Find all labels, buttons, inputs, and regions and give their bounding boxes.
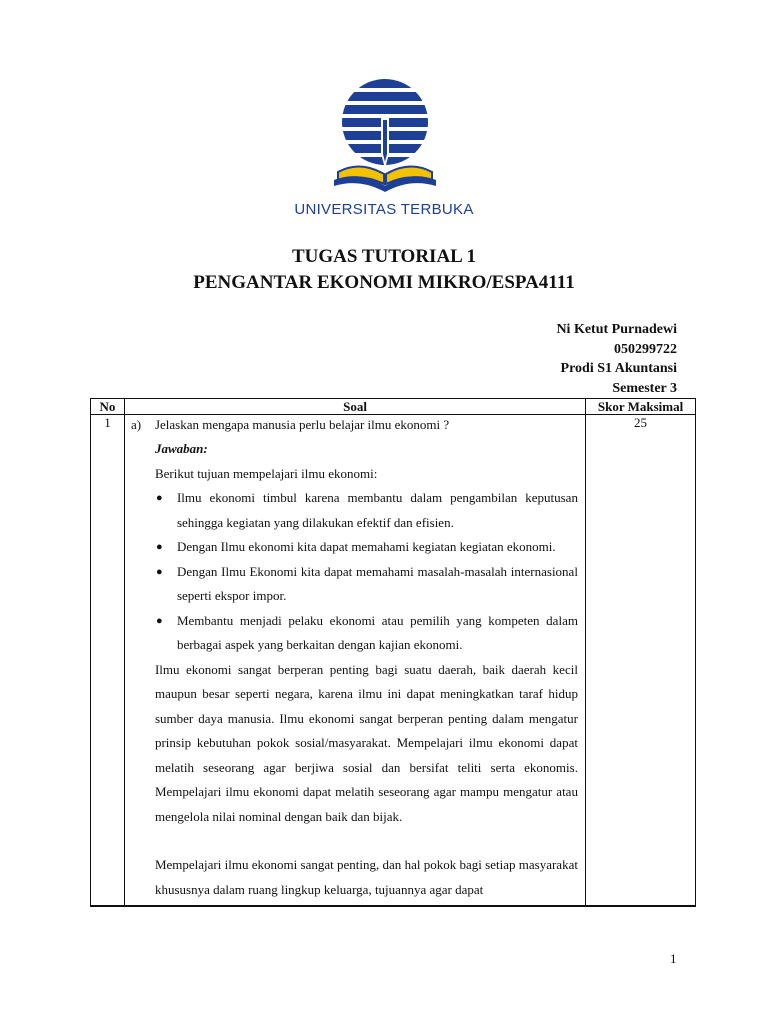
question-cell — [124, 415, 585, 907]
header-no: No — [91, 399, 125, 415]
question-part-label: a) — [130, 417, 142, 432]
student-semester: Semester 3 — [612, 380, 677, 396]
header-skor: Skor Maksimal — [586, 399, 696, 415]
bullet-text: Dengan Ilmu Ekonomi kita dapat memahami masalah-masalah internasional seperti ekspor impor. — [176, 563, 578, 603]
paragraph-spacer — [155, 829, 578, 853]
table-row — [91, 415, 696, 907]
page-number: 1 — [670, 951, 677, 966]
document-title: TUGAS TUTORIAL 1 — [291, 246, 477, 267]
table-header-row — [91, 399, 696, 415]
list-item — [155, 560, 578, 609]
answer-content — [155, 437, 578, 902]
bullet-icon: ● — [155, 492, 163, 504]
bullet-icon: ● — [155, 565, 163, 578]
bullet-text: Ilmu ekonomi timbul karena membantu dalam pengambilan keputusan sehingga kegiatan yang dilakukan efektif dan efisien. — [176, 490, 578, 530]
universitas-terbuka-logo — [330, 76, 440, 196]
bullet-icon: ● — [155, 541, 163, 553]
answer-intro: Berikut tujuan mempelajari ilmu ekonomi: — [154, 465, 378, 481]
course-title: PENGANTAR EKONOMI MIKRO/ESPA4111 — [193, 272, 575, 293]
question-table — [90, 398, 696, 907]
university-name: UNIVERSITAS TERBUKA — [294, 201, 474, 218]
student-info — [556, 320, 677, 398]
list-item — [155, 486, 578, 535]
student-nim: 050299722 — [614, 341, 677, 357]
student-name: Ni Ketut Purnadewi — [556, 322, 677, 337]
student-prodi: Prodi S1 Akuntansi — [560, 361, 677, 376]
question-number: 1 — [91, 415, 125, 907]
answer-paragraph: Ilmu ekonomi sangat berperan penting bagi suatu daerah, baik daerah kecil maupun besar seperti negara, karena ilmu ini dapat meningkatkan taraf hidup sumber daya manusia. Ilmu ekonomi sangat berperan penting dalam mengatur prinsip kebutuhan pokok sosial/masyarakat. Mempelajari ilmu ekonomi dapat melatih seseorang agar berjiwa sosial dan bersifat teliti serta ekonomis. Mempelajari ilmu ekonomi dapat melatih seseorang agar mampu mengatur atau mengelola nilai nominal dengan baik dan bijak. — [154, 661, 578, 824]
bullet-text: Dengan Ilmu ekonomi kita dapat memahami kegiatan kegiatan ekonomi. — [176, 539, 556, 554]
bullet-icon: ● — [155, 614, 163, 627]
max-score: 25 — [586, 415, 696, 907]
answer-label: Jawaban: — [154, 441, 208, 456]
question-text: Jelaskan mengapa manusia perlu belajar ilmu ekonomi ? — [154, 417, 450, 432]
answer-paragraph: Mempelajari ilmu ekonomi sangat penting, dan hal pokok bagi setiap masyarakat khususnya dalam ruang lingkup keluarga, tujuannya agar dapat — [154, 857, 578, 897]
header-soal: Soal — [124, 399, 585, 415]
list-item — [155, 609, 578, 658]
bullet-text: Membantu menjadi pelaku ekonomi atau pemilih yang kompeten dalam berbagai aspek yang berkaitan dengan kajian ekonomi. — [176, 612, 578, 652]
list-item — [155, 535, 578, 560]
